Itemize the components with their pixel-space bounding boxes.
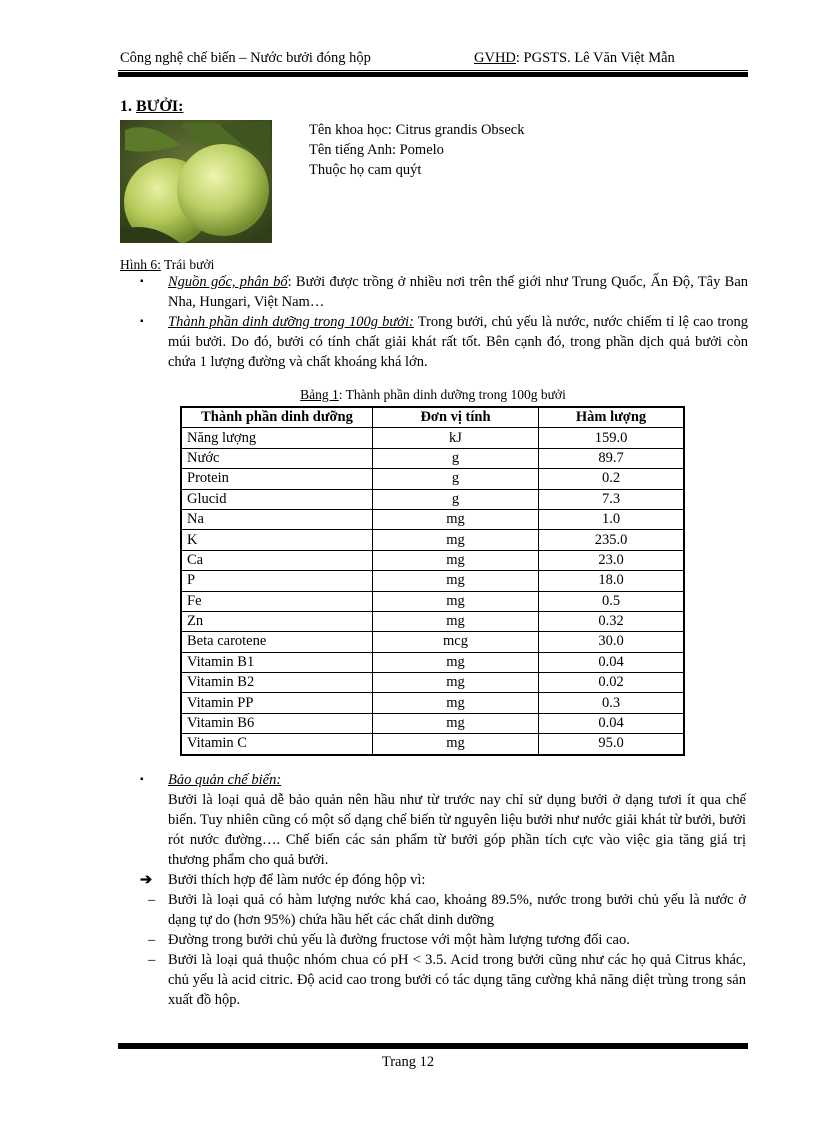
nutrient-name-cell: Protein	[181, 469, 373, 489]
nutrient-name-cell: Na	[181, 509, 373, 529]
scientific-name: Tên khoa học: Citrus grandis Obseck	[309, 122, 525, 138]
bullet-square-icon: ▪	[140, 276, 144, 287]
unit-cell: mcg	[373, 632, 539, 652]
amount-cell: 0.04	[539, 713, 685, 733]
table-caption	[120, 387, 746, 403]
header-rule-thin	[118, 70, 748, 71]
amount-cell: 30.0	[539, 632, 685, 652]
pomelo-image	[120, 120, 272, 243]
nutrient-name-cell: Vitamin PP	[181, 693, 373, 713]
bullet-origin	[140, 272, 748, 312]
bullet-square-icon: ▪	[140, 774, 144, 785]
unit-cell: mg	[373, 673, 539, 693]
unit-cell: mg	[373, 530, 539, 550]
table-row	[181, 673, 684, 693]
unit-cell: g	[373, 489, 539, 509]
table-row	[181, 550, 684, 570]
nutrient-name-cell: Vitamin B2	[181, 673, 373, 693]
reason-text: Đường trong bưởi chủ yếu là đường fructose với một hàm lượng tương đối cao.	[168, 932, 630, 948]
nutrient-name-cell: Fe	[181, 591, 373, 611]
figure-text: Trái bưởi	[160, 257, 215, 272]
conclusion-text: Bưởi thích hợp để làm nước ép đóng hộp vì:	[168, 872, 426, 888]
amount-cell: 0.3	[539, 693, 685, 713]
table-row	[181, 530, 684, 550]
nutrient-name-cell: Vitamin B1	[181, 652, 373, 672]
section-number: 1.	[120, 98, 132, 115]
unit-cell: mg	[373, 611, 539, 631]
unit-cell: mg	[373, 734, 539, 755]
unit-cell: mg	[373, 571, 539, 591]
arrow-right-icon: ➔	[140, 872, 153, 888]
preservation-section	[140, 770, 746, 870]
nutrient-name-cell: Vitamin B6	[181, 713, 373, 733]
english-name: Tên tiếng Anh: Pomelo	[309, 142, 444, 158]
dash-icon: –	[148, 892, 156, 908]
reason-item	[148, 930, 746, 950]
unit-cell: mg	[373, 550, 539, 570]
dash-icon: –	[148, 932, 156, 948]
table-caption-text: : Thành phần dinh dưỡng trong 100g bưởi	[338, 387, 566, 402]
table-row	[181, 713, 684, 733]
table-row	[181, 448, 684, 468]
table-row	[181, 591, 684, 611]
bullet-square-icon: ▪	[140, 316, 144, 327]
conclusion-line	[140, 870, 425, 890]
table-header-row	[181, 407, 684, 428]
figure-label: Hình 6:	[120, 257, 161, 272]
amount-cell: 0.32	[539, 611, 685, 631]
bullet-lead: Thành phần dinh dưỡng trong 100g bưởi:	[168, 314, 414, 330]
dash-icon: –	[148, 952, 156, 968]
preservation-text: Bưởi là loại quả dễ bảo quản nên hầu như từ trước nay chỉ sử dụng bưởi ở dạng tươi ít qua chế biến. Tuy nhiên cũng có một số dạng chế biến từ nguyên liệu bưởi như nước giải khát từ bưởi, bưởi rót nước đường…. Chế biến các sản phẩm từ bưởi góp phần tích cực vào việc gia tăng giá trị thương phẩm cho quả bưởi.	[168, 792, 746, 868]
header-rule	[118, 72, 748, 77]
preservation-lead: Bảo quản chế biến:	[168, 772, 282, 788]
amount-cell: 235.0	[539, 530, 685, 550]
reason-text: Bưởi là loại quả thuộc nhóm chua có pH < 3.5. Acid trong bưởi cũng như các họ quả Citrus khác, chủ yếu là acid citric. Độ acid cao trong bưởi có tác dụng tăng cường khả năng diệt trùng trong sản xuất đồ hộp.	[168, 952, 746, 1008]
section-title: BƯỞI:	[136, 98, 184, 115]
bullet-text: Trong bưởi, chủ yếu là nước, nước chiếm tỉ lệ cao trong múi bưởi. Do đó, bưởi có tính chất giải khát rất tốt. Bên cạnh đó, trong phần dịch quả bưởi còn chứa 1 lượng đường và chất khoáng khá lớn.	[168, 314, 748, 370]
amount-cell: 1.0	[539, 509, 685, 529]
table-row	[181, 489, 684, 509]
pomelo-photo	[120, 120, 272, 243]
nutrient-name-cell: P	[181, 571, 373, 591]
nutrient-name-cell: Vitamin C	[181, 734, 373, 755]
reason-item	[148, 950, 746, 1010]
nutrient-name-cell: K	[181, 530, 373, 550]
taxonomy-info	[309, 120, 524, 180]
header-advisor	[474, 50, 675, 67]
header-advisor-label: GVHD	[474, 50, 516, 66]
unit-cell: mg	[373, 652, 539, 672]
family: Thuộc họ cam quýt	[309, 162, 422, 178]
unit-cell: g	[373, 448, 539, 468]
amount-cell: 18.0	[539, 571, 685, 591]
section-heading	[120, 98, 183, 116]
table-header-cell: Thành phần dinh dưỡng	[181, 407, 373, 428]
table-row	[181, 571, 684, 591]
table-caption-label: Bảng 1	[300, 387, 339, 402]
footer-rule	[118, 1043, 748, 1049]
amount-cell: 0.02	[539, 673, 685, 693]
table-header-cell: Hàm lượng	[539, 407, 685, 428]
table-row	[181, 611, 684, 631]
page-header	[120, 50, 748, 72]
table-row	[181, 734, 684, 755]
table-row	[181, 652, 684, 672]
amount-cell: 7.3	[539, 489, 685, 509]
nutrient-name-cell: Năng lượng	[181, 428, 373, 448]
amount-cell: 0.04	[539, 652, 685, 672]
bullet-preservation	[140, 770, 746, 790]
reason-list	[148, 890, 746, 1010]
unit-cell: mg	[373, 591, 539, 611]
table-row	[181, 632, 684, 652]
bullet-list	[140, 272, 748, 372]
header-course-title: Công nghệ chế biến – Nước bưởi đóng hộp	[120, 50, 371, 66]
bullet-nutrition	[140, 312, 748, 372]
reason-text: Bưởi là loại quả có hàm lượng nước khá cao, khoảng 89.5%, nước trong bưởi chủ yếu là nước ở dạng tự do (hơn 95%) chứa hầu hết các chất dinh dưỡng	[168, 892, 746, 928]
amount-cell: 23.0	[539, 550, 685, 570]
table-row	[181, 469, 684, 489]
table-header-cell: Đơn vị tính	[373, 407, 539, 428]
nutrient-name-cell: Zn	[181, 611, 373, 631]
table-row	[181, 428, 684, 448]
unit-cell: mg	[373, 509, 539, 529]
amount-cell: 159.0	[539, 428, 685, 448]
table-row	[181, 509, 684, 529]
page-number: Trang 12	[381, 1054, 435, 1070]
unit-cell: mg	[373, 693, 539, 713]
nutrient-name-cell: Nước	[181, 448, 373, 468]
header-advisor-name: : PGSTS. Lê Văn Việt Mẫn	[515, 50, 675, 66]
nutrient-name-cell: Beta carotene	[181, 632, 373, 652]
amount-cell: 95.0	[539, 734, 685, 755]
amount-cell: 89.7	[539, 448, 685, 468]
figure-caption	[120, 257, 214, 273]
bullet-text: : Bưởi được trồng ở nhiều nơi trên thế giới như Trung Quốc, Ấn Độ, Tây Ban Nha, Hungari, Việt Nam…	[168, 274, 749, 310]
nutrient-name-cell: Ca	[181, 550, 373, 570]
unit-cell: g	[373, 469, 539, 489]
table-row	[181, 693, 684, 713]
unit-cell: kJ	[373, 428, 539, 448]
amount-cell: 0.2	[539, 469, 685, 489]
bullet-lead: Nguồn gốc, phân bố	[168, 274, 288, 290]
unit-cell: mg	[373, 713, 539, 733]
reason-item	[148, 890, 746, 930]
nutrition-table	[180, 406, 685, 756]
amount-cell: 0.5	[539, 591, 685, 611]
nutrient-name-cell: Glucid	[181, 489, 373, 509]
